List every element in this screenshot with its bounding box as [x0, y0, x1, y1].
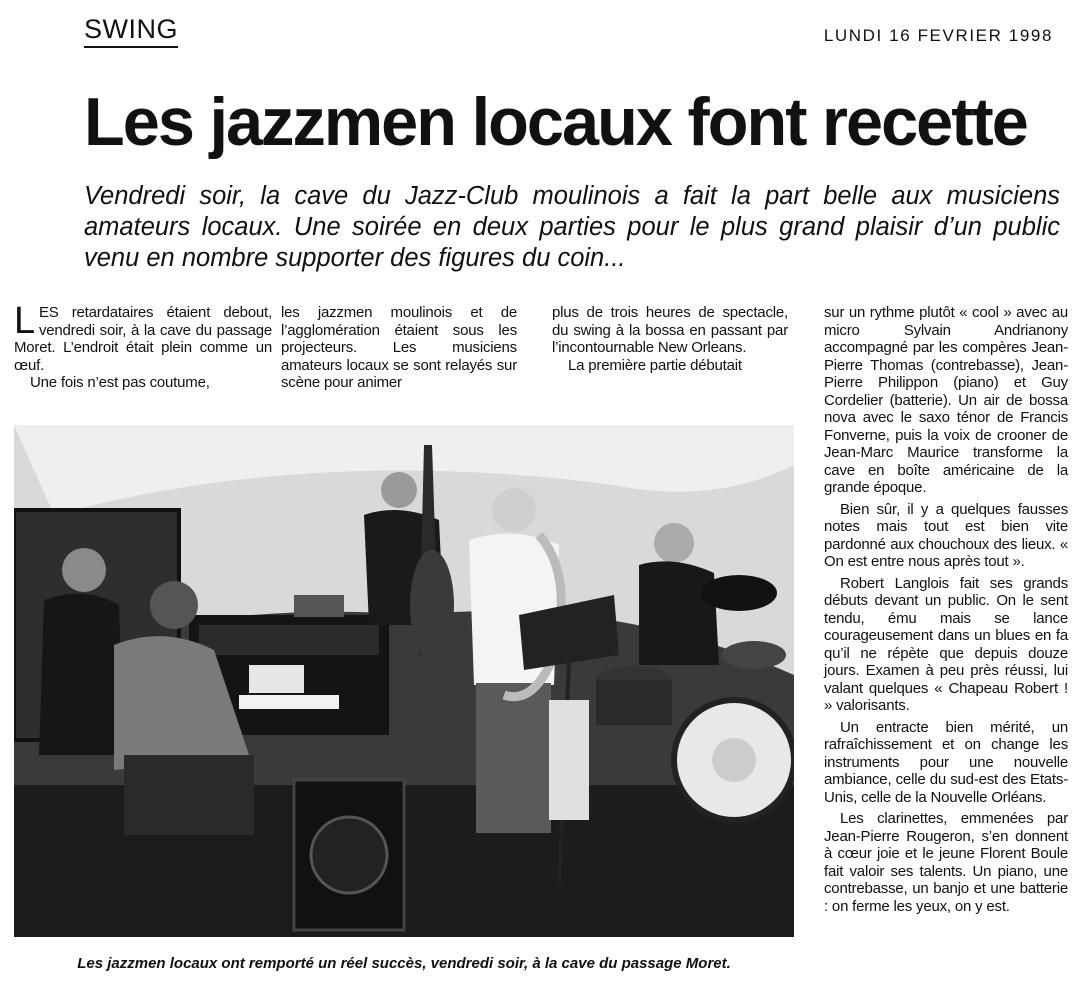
jazz-band-illustration [14, 425, 794, 937]
col4-paragraph-1: sur un rythme plutôt « cool » avec au micro Sylvain Andrianony accompagné par les compères Jean-Pierre Thomas (contrebasse), Jean-Pierre Philippon (piano) et Guy Cordelier (batterie). Un air de bossa nova avec le saxo ténor de Francis Fonverne, puis la voix de crooner de Jean-Marc Maurice transforme la cave en boîte américaine de la grande époque. [824, 304, 1068, 496]
pianist-legs [124, 755, 254, 835]
drop-cap: L [14, 300, 35, 342]
col4-paragraph-4: Un entracte bien mérité, un rafraîchissement et on change les instruments pour une nouvelle ambiance, celle du sud-est des Etats-Unis, celle de la Nouvelle Orléans. [824, 718, 1068, 806]
saxophonist-head [492, 488, 536, 532]
col4-paragraph-2: Bien sûr, il y a quelques fausses notes mais tout est bien vite pardonné aux chouchoux des lieux. « On est entre nous après tout ». [824, 500, 1068, 570]
column-2 [281, 304, 517, 392]
pianist-head [150, 581, 198, 629]
col2-paragraph-1: les jazzmen moulinois et de l’agglomération étaient sous les projecteurs. Les musiciens amateurs locaux se sont relayés sur scène pour animer [281, 304, 517, 391]
col3-paragraph-2: La première partie débutait [568, 356, 742, 374]
column-3 [552, 304, 788, 374]
concert-photo [14, 425, 794, 937]
section-label: SWING [84, 14, 178, 48]
headline: Les jazzmen locaux font recette [84, 84, 1027, 160]
drummer-head [654, 523, 694, 563]
cymbal [701, 575, 777, 611]
tom-tom [722, 641, 786, 669]
floor-tom [596, 680, 672, 725]
col1-paragraph-1 [14, 300, 272, 374]
col1-paragraph-2: Une fois n’est pas coutume, [30, 374, 210, 391]
column-4 [824, 304, 1068, 915]
standfirst: Vendredi soir, la cave du Jazz-Club moulinois a fait la part belle aux musiciens amateurs locaux. Une soirée en deux parties pour le plus grand plaisir d’un public venu en nombre supporter des figures du coin... [84, 182, 1060, 272]
column-1 [14, 300, 272, 392]
col4-paragraph-3: Robert Langlois fait ses grands débuts devant un public. On le sent tendu, ému mais se lance courageusement dans un blues en fa qu’il ne répète que depuis douze jours. Examen à peu près réussi, lui valant quelques « Chapeau Robert ! » valorisants. [824, 574, 1068, 714]
col4-paragraph-5: Les clarinettes, emmenées par Jean-Pierre Rougeron, s’en donnent à cœur joie et le jeune Florent Boule fait valoir ses talents. Un piano, une contrebasse, un banjo et une batterie : on ferme les yeux, on y est. [824, 810, 1068, 915]
singer-body [39, 594, 124, 755]
publication-date: LUNDI 16 FEVRIER 1998 [823, 26, 1053, 45]
piano-keys [239, 695, 339, 709]
double-bass-body [410, 550, 454, 660]
col3-paragraph-1: plus de trois heures de spectacle, du swing à la bossa en passant par l’incontournable New Orleans. [552, 304, 788, 356]
col1-paragraph-1-text: ES retardataires étaient debout, vendredi soir, à la cave du passage Moret. L’endroit était plein comme un œuf. [14, 304, 272, 374]
speaker-cone [311, 817, 387, 893]
sheet-music [249, 665, 304, 693]
photo-caption: Les jazzmen locaux ont remporté un réel succès, vendredi soir, à la cave du passage Moret. [77, 955, 731, 972]
small-amplifier [294, 595, 344, 617]
bassist-head [381, 472, 417, 508]
white-pillar [549, 700, 589, 820]
piano-panel [199, 625, 379, 655]
bass-drum-logo [712, 738, 756, 782]
singer-head [62, 548, 106, 592]
saxophonist-trousers [476, 683, 551, 833]
drummer-body [639, 561, 719, 665]
